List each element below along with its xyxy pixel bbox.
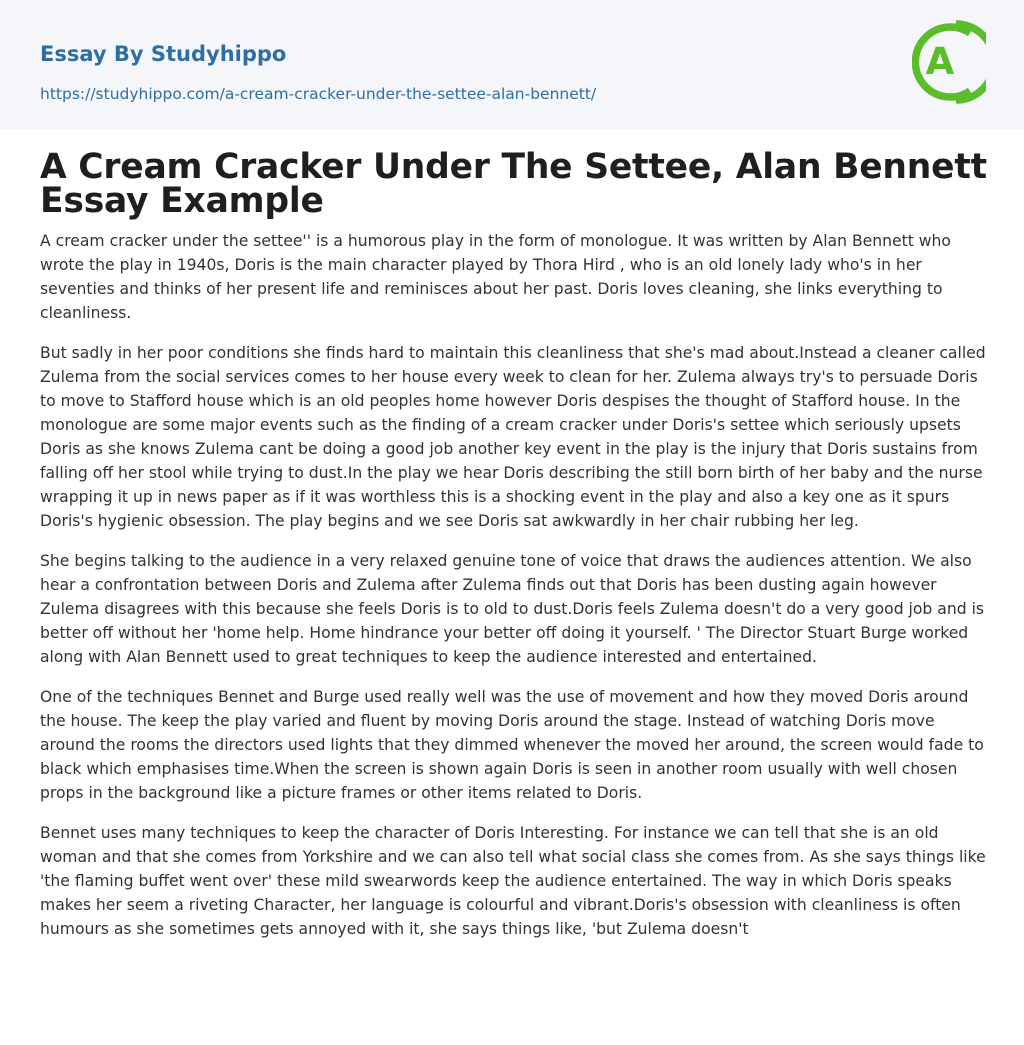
essay-paragraph: Bennet uses many techniques to keep the character of Doris Interesting. For instance we can tell that she is an old woman and that she comes from Yorkshire and we can also tell what social class she comes from. As she says things like 'the flaming buffet went over' these mild swearwords keep the audience entertained. The way in which Doris speaks makes her seem a riveting Character, her language is colourful and vibrant.Doris's obsession with cleanliness is often humours as she sometimes gets annoyed with it, she says things like, 'but Zulema doesn't <box>40 824 986 938</box>
essay-paragraph: She begins talking to the audience in a very relaxed genuine tone of voice that draws the audiences attention. We also hear a confrontation between Doris and Zulema after Zulema finds out that Doris has been dusting again however Zulema disagrees with this because she feels Doris is to old to dust.Doris feels Zulema doesn't do a very good job and is better off without her 'home help. Home hindrance your better off doing it yourself. ' The Director Stuart Burge worked along with Alan Bennett used to great techniques to keep the audience interested and entertained. <box>40 552 985 666</box>
logo-letter: A <box>925 40 955 83</box>
essay-paragraph: A cream cracker under the settee'' is a humorous play in the form of monologue. It was written by Alan Bennett who wrote the play in 1940s, Doris is the main character played by Thora Hird , who is an old lonely lady who's in her seventies and thinks of her present life and reminisces about her past. Doris loves cleaning, she links everything to cleanliness. <box>40 232 951 322</box>
source-url-link[interactable]: https://studyhippo.com/a-cream-cracker-under-the-settee-alan-bennett/ <box>40 85 597 103</box>
brand-title[interactable]: Essay By Studyhippo <box>40 42 287 66</box>
essay-body <box>40 229 986 957</box>
essay-paragraph: One of the techniques Bennet and Burge used really well was the use of movement and how they moved Doris around the house. The keep the play varied and fluent by moving Doris around the stage. Instead of watching Doris move around the rooms the directors used lights that they dimmed whenever the moved her around, the screen would fade to black which emphasises time.When the screen is shown again Doris is seen in another room usually with well chosen props in the background like a picture frames or other items related to Doris. <box>40 688 984 802</box>
site-header <box>0 0 1024 129</box>
essay-paragraph: But sadly in her poor conditions she finds hard to maintain this cleanliness that she's mad about.Instead a cleaner called Zulema from the social services comes to her house every week to clean for her. Zulema always try's to persuade Doris to move to Stafford house which is an old peoples home however Doris despises the thought of Stafford house. In the monologue are some major events such as the finding of a cream cracker under Doris's settee which seriously upsets Doris as she knows Zulema cant be doing a good job another key event in the play is the injury that Doris sustains from falling off her stool while trying to dust.In the play we hear Doris describing the still born birth of her baby and the nurse wrapping it up in news paper as if it was worthless this is a shocking event in the play and also a key one as it spurs Doris's hygienic obsession. The play begins and we see Doris sat awkwardly in her chair rubbing her leg. <box>40 344 986 530</box>
studyhippo-logo-icon[interactable] <box>912 19 986 105</box>
page-title: A Cream Cracker Under The Settee, Alan Bennett Essay Example <box>40 147 987 221</box>
